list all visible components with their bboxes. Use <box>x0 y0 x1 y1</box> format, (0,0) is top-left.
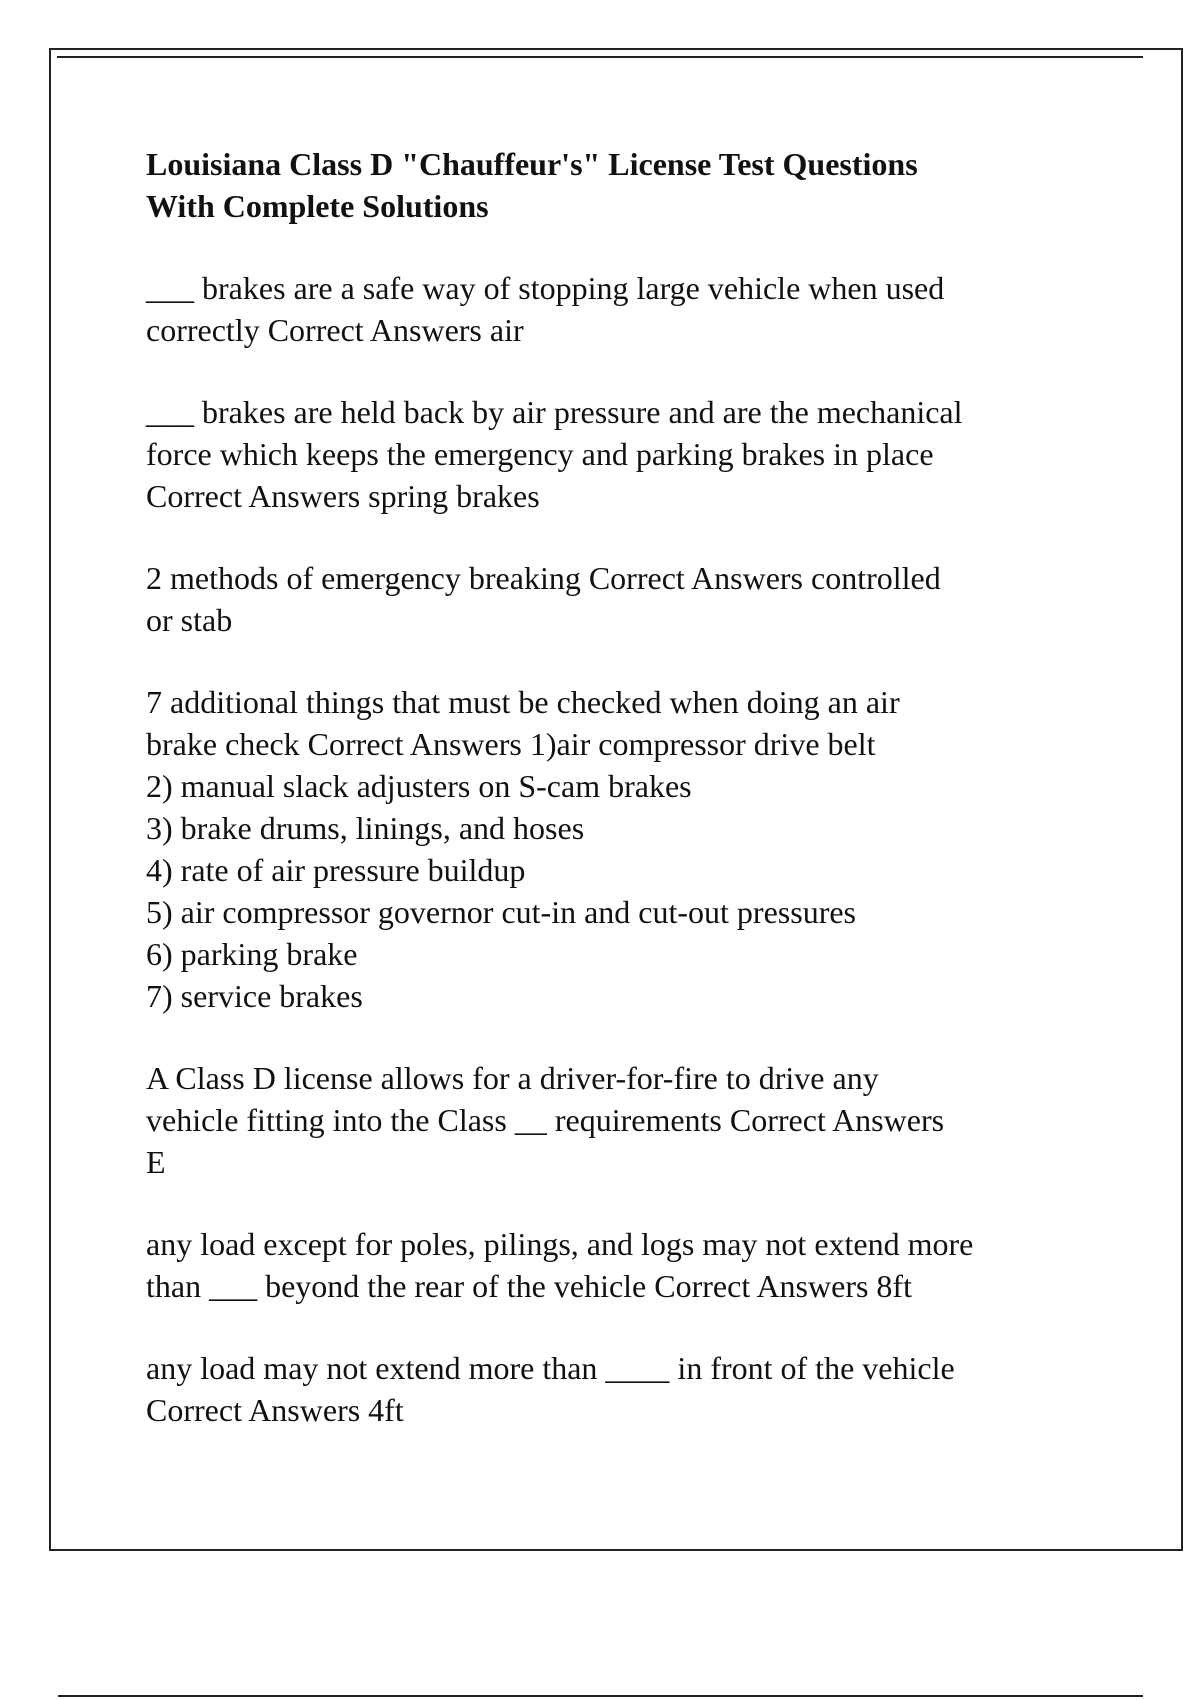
qa-line: Correct Answers 4ft <box>146 1392 404 1428</box>
qa-line: any load may not extend more than ____ in front of the vehicle <box>146 1350 955 1386</box>
title-line: Louisiana Class D "Chauffeur's" License Test Questions <box>146 146 918 182</box>
qa-line: force which keeps the emergency and parking brakes in place <box>146 436 934 472</box>
qa-line: vehicle fitting into the Class __ requirements Correct Answers <box>146 1102 945 1138</box>
qa-line: correctly Correct Answers air <box>146 312 524 348</box>
top-rule <box>57 56 1143 58</box>
document-title <box>146 143 1096 227</box>
qa-line: 6) parking brake <box>146 936 358 972</box>
qa-entry <box>146 1057 1096 1183</box>
qa-entry <box>146 1347 1096 1431</box>
qa-line: A Class D license allows for a driver-for-fire to drive any <box>146 1060 879 1096</box>
qa-line: 2 methods of emergency breaking Correct Answers controlled <box>146 560 941 596</box>
title-line: With Complete Solutions <box>146 188 489 224</box>
qa-line: any load except for poles, pilings, and logs may not extend more <box>146 1226 974 1262</box>
qa-line: 2) manual slack adjusters on S-cam brakes <box>146 768 692 804</box>
qa-line: ___ brakes are a safe way of stopping large vehicle when used <box>146 270 945 306</box>
qa-line: or stab <box>146 602 233 638</box>
qa-entry <box>146 681 1096 1017</box>
qa-line: brake check Correct Answers 1)air compressor drive belt <box>146 726 876 762</box>
qa-line: E <box>146 1144 166 1180</box>
qa-entry <box>146 267 1096 351</box>
qa-line: ___ brakes are held back by air pressure and are the mechanical <box>146 394 963 430</box>
document-content <box>146 143 1096 1471</box>
qa-entry <box>146 391 1096 517</box>
qa-line: 7) service brakes <box>146 978 363 1014</box>
qa-line: than ___ beyond the rear of the vehicle Correct Answers 8ft <box>146 1268 912 1304</box>
bottom-rule <box>58 1695 1143 1697</box>
qa-line: 5) air compressor governor cut-in and cut-out pressures <box>146 894 856 930</box>
qa-line: 7 additional things that must be checked when doing an air <box>146 684 900 720</box>
qa-line: 3) brake drums, linings, and hoses <box>146 810 585 846</box>
qa-line: 4) rate of air pressure buildup <box>146 852 526 888</box>
qa-entry <box>146 557 1096 641</box>
qa-entry <box>146 1223 1096 1307</box>
qa-line: Correct Answers spring brakes <box>146 478 540 514</box>
